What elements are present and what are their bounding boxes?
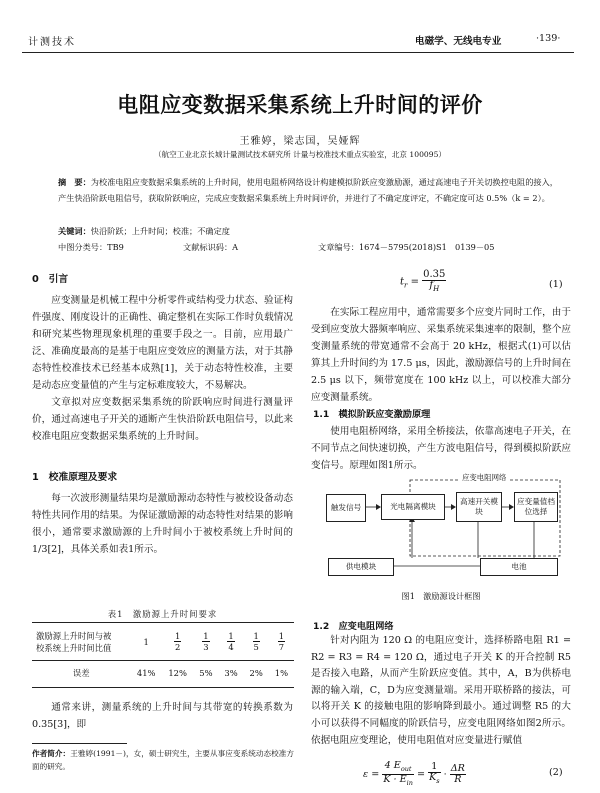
table-cell — [269, 624, 294, 660]
section-1-1-heading: 1.1 模拟阶跃应变激励原理 — [313, 409, 431, 420]
keywords-label: 关键词： — [58, 226, 91, 236]
formula-2-tag: (2) — [549, 767, 563, 778]
section-1-body — [32, 490, 293, 558]
bandwidth-paragraph: 在实际工程应用中，通常需要多个应变片同时工作，由于受到应变放大器频率响应、采集系统采集速率的限制，整个应变测量系统的带宽通常不会高于 20 kHz，根据式(1)可以估算其上升时间约为 17.5 μs，因此，激励源信号的上升时间在 2.5 μs 以下，频带宽度在 100 kHz 以上，可以校准大部分应变测量系统。 — [311, 307, 571, 403]
ratio-numerator: 1 — [143, 637, 149, 647]
keywords-block — [58, 224, 230, 238]
ratio-numerator: 1 — [203, 631, 209, 642]
section-0-heading: 0 引言 — [32, 274, 69, 285]
high-speed-switch-box: 高速开关模块 — [456, 492, 502, 522]
optocoupler-box: 光电隔离模块 — [381, 494, 445, 520]
formula-1: $t_r$ = $\frac{0.35}{f_H}$ — [400, 269, 446, 293]
section-1-paragraph-1: 每一次波形测量结果均是激励源动态特性与被校设备动态特性共同作用的结果。为保证激励源的动态特性对结果的影响很小，通常要求激励源的上升时间小于被校系统上升时间的 1/3[2]，具体关系如表1所示。 — [32, 493, 293, 555]
abstract-label: 摘 要： — [58, 177, 91, 187]
table-cell: 1% — [274, 668, 289, 679]
formula-2-num-1-sub: out — [400, 764, 412, 773]
conversion-paragraph: 通常来讲，测量系统的上升时间与其带宽的转换系数为 0.35[3]，即 — [32, 702, 293, 730]
section-0-paragraph-1: 应变测量是机械工程中分析零件或结构受力状态、验证构件强度、刚度设计的正确性、确定整机在实际工作时负载情况和研究某些物理现象机理的重要手段之一。目前，应用最广泛、准确度最高的是基于电阻应变效应的测量方法，对于其静态特性校准技术已经基本成熟[1]，关于动态特性校准，主要是动态应变量值的产生与定标难度较大，不易解决。 — [32, 295, 293, 391]
section-1-2-body — [311, 633, 571, 749]
formula-2-lhs: ε — [363, 768, 369, 780]
figure-1-caption: 图1 激励源设计框图 — [401, 591, 481, 601]
ratio-numerator: 1 — [253, 631, 259, 642]
abstract-block — [58, 175, 558, 206]
authors: 王雅婷，梁志国，吴娅辉 — [239, 136, 361, 147]
formula-2-num-1: 4 E — [384, 760, 401, 771]
paragraph-after-table — [32, 699, 293, 733]
table-cell: 5% — [199, 668, 213, 679]
trigger-signal-box: 触发信号 — [326, 494, 366, 522]
footnote-label: 作者简介： — [32, 749, 71, 758]
table-1-row-error — [32, 660, 294, 686]
formula-2: ε = $\frac{4 E_{out}}{K \cdot E_{in}}$ = $\frac{1}{K_s}$ · $\frac{\Delta R}{R}$ — [363, 760, 465, 787]
footnote — [32, 747, 294, 773]
formula-1-numerator: 0.35 — [423, 269, 446, 280]
running-header-left: 计测技术 — [28, 37, 76, 48]
formula-1-lhs-sub: r — [404, 281, 408, 290]
ratio-denominator: 3 — [203, 642, 209, 653]
formula-2-num-3: ΔR — [450, 762, 465, 774]
running-header-section: 电磁学、无线电专业 — [415, 36, 502, 47]
formula-2-den-3: R — [454, 773, 462, 785]
figure-1 — [320, 472, 570, 582]
keywords-text: 快沿阶跃；上升时间；校准；不确定度 — [90, 226, 230, 236]
table-cell — [193, 624, 218, 660]
ratio-denominator: 4 — [228, 642, 234, 653]
formula-1-denominator: f — [429, 280, 434, 291]
ratio-denominator: 5 — [253, 642, 259, 653]
section-0-body — [32, 292, 293, 445]
document-code: 文献标识码：A — [183, 242, 239, 252]
table-1-caption: 表1 激励源上升时间要求 — [107, 609, 218, 619]
article-number: 文章编号：1674－5795(2018)S1 0139－05 — [318, 242, 495, 252]
formula-2-den-2: K — [429, 772, 437, 784]
paper-title: 电阻应变数据采集系统上升时间的评价 — [117, 93, 483, 117]
battery-box: 电池 — [480, 558, 558, 576]
formula-2-den-1: K · E — [383, 773, 407, 785]
ratio-denominator: 2 — [174, 642, 181, 653]
right-paragraph-1 — [311, 304, 571, 406]
table-cell — [244, 624, 269, 660]
figure-1-group-label: 应变电阻网络 — [462, 473, 507, 482]
table-1-label-line-2: 校系统上升时间比值 — [36, 642, 112, 653]
footnote-rule — [32, 743, 127, 744]
formula-2-num-2: 1 — [428, 762, 441, 773]
table-cell — [162, 624, 193, 660]
formula-1-denominator-sub: H — [433, 285, 440, 293]
table-cell: 3% — [224, 668, 238, 679]
table-1-row-error-label: 误差 — [72, 668, 90, 679]
clc-number: 中图分类号：TB9 — [58, 242, 124, 252]
section-0-paragraph-2: 文章拟对应变数据采集系统的阶跃响应时间进行测量评价，通过高速电子开关的通断产生快沿阶跃电阻信号，以此来校准电阻应变数据采集系统的上升时间。 — [32, 397, 293, 442]
header-rule — [22, 52, 574, 53]
table-cell — [130, 624, 161, 660]
table-1-row-ratio — [32, 624, 294, 660]
ratio-numerator: 1 — [174, 631, 181, 642]
table-cell: 12% — [168, 668, 187, 679]
section-1-1-paragraph: 使用电阻桥网络，采用全桥接法，依靠高速电子开关，在不同节点之间快速切换，产生方波电阻信号，得到模拟阶跃应变信号。原理如图1所示。 — [311, 426, 571, 471]
table-1-label-line-1: 激励源上升时间与被 — [36, 630, 112, 641]
table-cell: 2% — [249, 668, 263, 679]
formula-2-den-2-sub: s — [436, 777, 440, 786]
page-number: ·139· — [536, 33, 561, 44]
formula-1-lhs: t — [400, 276, 405, 288]
formula-2-den-1-sub: in — [406, 778, 413, 787]
formula-1-tag: (1) — [549, 279, 563, 290]
table-1-bottom-rule — [32, 687, 294, 688]
ratio-numerator: 1 — [278, 631, 285, 642]
section-1-2-heading: 1.2 应变电阻网络 — [313, 621, 394, 632]
table-cell — [218, 624, 243, 660]
table-cell: 41% — [136, 668, 156, 679]
affiliation: （航空工业北京长城计量测试技术研究所 计量与校准技术重点实验室，北京 100095） — [154, 150, 446, 159]
table-1-top-rule — [32, 622, 294, 623]
abstract-text: 为校准电阻应变数据采集系统的上升时间，使用电阻桥网络设计构建模拟阶跃应变激励源，通过高速电子开关切换控电阻的接入，产生快沿阶跃电阻信号，获取阶跃响应，完成应变数据采集系统上升时间评价，并进行了不确定度评定，不确定度可达 0.5%（k = 2）。 — [58, 177, 558, 203]
power-supply-box: 供电模块 — [328, 558, 394, 576]
table-1 — [32, 624, 294, 686]
footnote-text: 王雅婷(1991－)，女，硕士研究生，主要从事应变系统动态校准方面的研究。 — [32, 749, 295, 771]
ratio-numerator: 1 — [228, 631, 234, 642]
table-1-row-ratio-label — [32, 624, 130, 660]
ratio-denominator: 7 — [278, 642, 285, 653]
section-1-heading: 1 校准原理及要求 — [32, 472, 118, 483]
section-1-1-body — [311, 423, 571, 474]
section-1-2-paragraph: 针对内阻为 120 Ω 的电阻应变计，选择桥路电阻 R1 = R2 = R3 = R4 = 120 Ω，通过电子开关 K 的开合控制 R5 是否接入电路，从而产生阶跃应变值。其中，A，B为供桥电源的输入端，C，D为应变测量端。采用开联桥路的接法，可以将开关 K 的接触电阻的影响降到最小。通过调整 R5 的大小可以获得不同幅度的阶跃信号，应变电阻网络如图2所示。依据电阻应变理论，使用电阻值对应变量进行赋值 — [311, 635, 571, 746]
strain-range-box: 应变量值档位选择 — [514, 492, 558, 522]
